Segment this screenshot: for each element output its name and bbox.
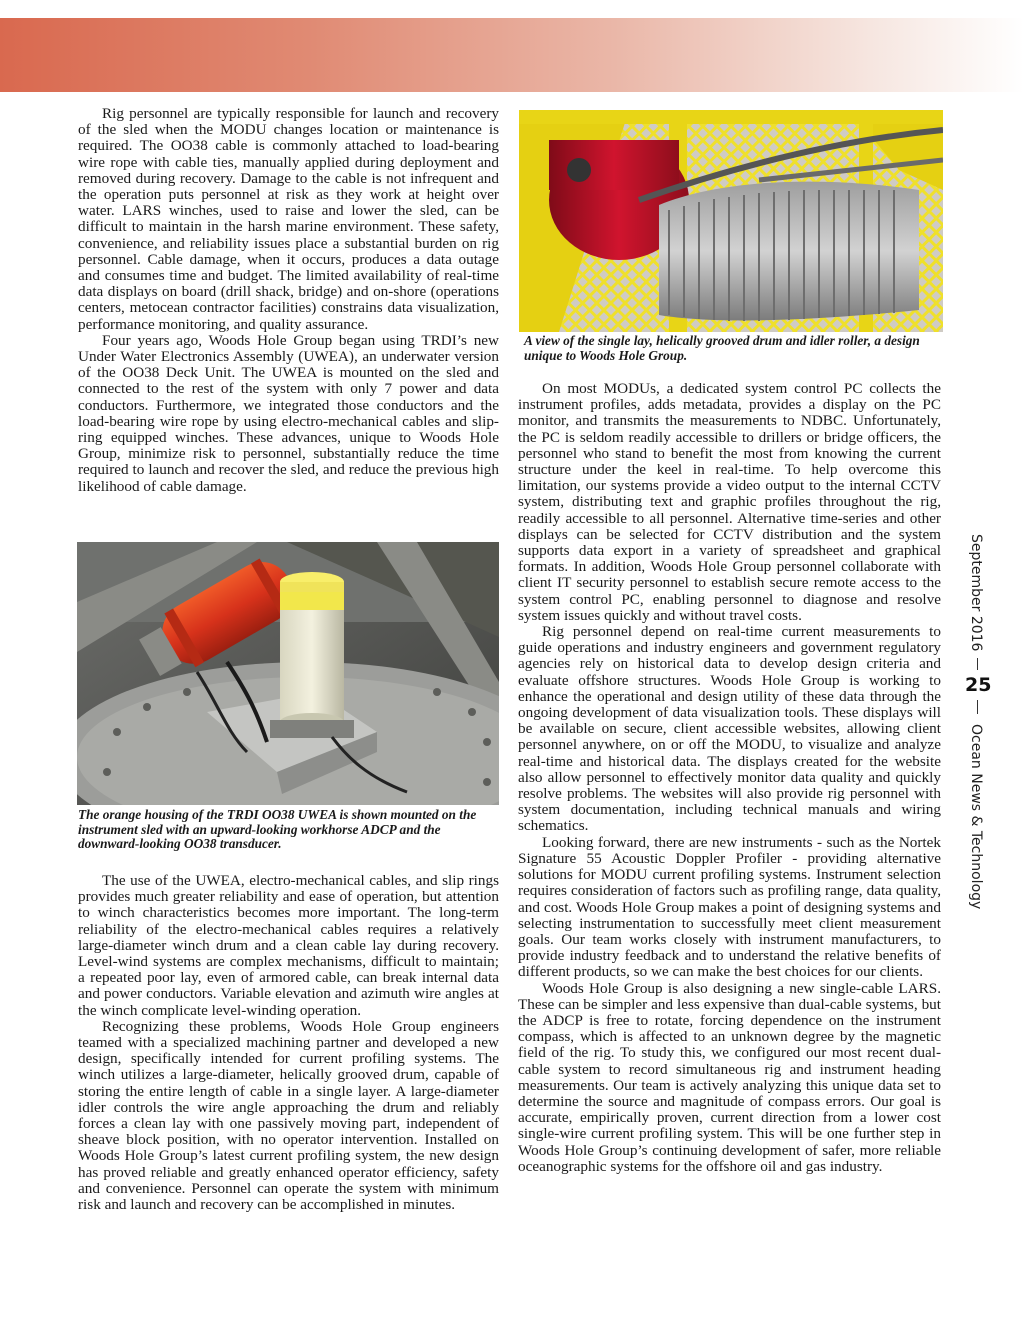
page-number: 25 bbox=[965, 674, 992, 696]
paragraph: Rig personnel are typically responsible for launch and recovery of the sled when the MODU changes location or maintenance is required. The OO38 cable is commonly attached to load-bearing wire rope with cable ties, manually applied during deployment and removed during recovery. Damage to the cable is not infrequent and the operation puts personnel at risk as they work at height over water. LARS winches, used to raise and lower the sled, can be difficult to maintain in the harsh marine environment. These safety, convenience, and reliability issues place a substantial burden on rig personnel. Cable damage, when it occurs, produces a data outage and consumes time and budget. The limited availability of real-time data displays on board (drill shack, bridge) and on-shore (operations centers, metocean contractor facilities) constrains data visualization, performance monitoring, and quality assurance. bbox=[78, 105, 499, 333]
page-folio bbox=[940, 520, 998, 920]
paragraph: Four years ago, Woods Hole Group began using TRDI’s new Under Water Electronics Assembly (UWEA), an underwater version of the OO38 Deck Unit. The UWEA is mounted on the sled and connected to the rest of the system with only 7 power and data conductors. Furthermore, we integrated those conductors and the load-bearing wire rope by using electro-mechanical cables and slip-ring equipped winches. These advances, unique to Woods Hole Group, minimize risk to personnel, substantially reduce the time required to launch and recover the sled, and reduce the previous high likelihood of cable damage. bbox=[78, 331, 499, 495]
paragraph: On most MODUs, a dedicated system control PC collects the instrument profiles, adds metadata, provides a display on the PC monitor, and transmits the measurements to NDBC. Unfortunately, the PC is seldom readily accessible to drillers or bridge officers, the personnel who stand to benefit the most from knowing the current structure under the keel in real-time. To help overcome this limitation, our systems provide a video output to the internal CCTV system, distributing text and graphic profiles throughout the rig, readily accessible to all personnel. Alternative time-series and other displays can be selected for CCTV distribution and the system supports data export in a variety of spreadsheet and graphical formats. In addition, Woods Hole Group personnel collaborate with client IT security personnel to establish secure remote access to the system control PC, enabling personnel to diagnose and resolve system issues quickly and without travel costs. bbox=[518, 380, 941, 624]
paragraph: Rig personnel depend on real-time current measurements to guide operations and industry engineers and government regulatory agencies rely on historical data to develop design criteria and evaluate offshore structures. Woods Hole Group is working to enhance the operational and design utility of these data through the ongoing development of data visualization tools. These displays will be available on secure, client accessible websites, allowing client personnel anywhere, on or off the MODU, to visualize and analyze real-time and historical data. The displays created for the website also allow personnel to effectively monitor data quality and quickly resolve problems. The websites will also provide rig personnel with system documentation, including technical manuals and wiring schematics. bbox=[518, 623, 941, 835]
paragraph: Looking forward, there are new instruments - such as the Nortek Signature 55 Acoustic Doppler Profiler - providing alternative solutions for MODU current profiling systems. Instrument selection requires consideration of factors such as profiling range, data quality, and cost. Woods Hole Group makes a point of designing systems and selecting instrumentation to successfully meet client measurement goals. Our team works closely with instrument manufacturers, to provide industry feedback and to understand the relative benefits of different products, so we can make the best choices for our clients. bbox=[518, 833, 941, 981]
right-column bbox=[518, 381, 941, 1175]
left-column-top bbox=[78, 106, 499, 495]
winch-photo-caption: A view of the single lay, helically grooved drum and idler roller, a design unique to Woods Hole Group. bbox=[524, 333, 920, 363]
sled-photo-illustration bbox=[77, 542, 499, 805]
header-banner bbox=[0, 18, 1024, 92]
magazine-title: Ocean News & Technology bbox=[968, 724, 984, 910]
sled-photo bbox=[77, 542, 499, 805]
paragraph: The use of the UWEA, electro-mechanical cables, and slip rings provides much greater reliability and ease of operation, but attention to winch characteristics becomes more important. The long-term reliability of the electro-mechanical cables requires a relatively large-diameter winch drum and a clean cable lay during recovery. Level-wind systems are complex mechanisms, difficult to maintain; a repeated poor lay, even of armored cable, can break internal data and power conductors. Variable elevation and azimuth wire angles at the winch complicate level-winding operation. bbox=[78, 872, 499, 1019]
left-column-bottom bbox=[78, 873, 499, 1213]
folio-rule-top bbox=[977, 658, 978, 670]
paragraph: Woods Hole Group is also designing a new single-cable LARS. These can be simpler and less expensive than dual-cable systems, but the ADCP is free to rotate, forcing dependence on the instrument compass, which is affected to an unknown degree by the magnetic field of the rig. To study this, we configured our most recent dual-cable system to record simultaneous rig and instrument heading measurements. Our team is actively analyzing this unique data set to determine the source and magnitude of compass errors. Our goal is accurate, empirically proven, current direction from a lower cost single-wire current profiling system. This will be one further step in Woods Hole Group’s continuing development of safer, more reliable oceanographic systems for the offshore oil and gas industry. bbox=[518, 979, 941, 1175]
sled-photo-caption: The orange housing of the TRDI OO38 UWEA is shown mounted on the instrument sled with an upward-looking workhorse ADCP and the downward-looking OO38 transducer. bbox=[78, 807, 477, 851]
winch-photo bbox=[519, 110, 943, 332]
winch-photo-illustration bbox=[519, 110, 943, 332]
folio-rule-bottom bbox=[977, 700, 978, 714]
paragraph: Recognizing these problems, Woods Hole Group engineers teamed with a specialized machining partner and developed a new design, specifically intended for current profiling systems. The winch utilizes a large-diameter, helically grooved drum, capable of storing the entire length of cable in a single layer. A large-diameter idler controls the wire angle approaching the drum and reliably forces a clean lay with one passively moving part, independent of sheave block position, with no operator intervention. Installed on Woods Hole Group’s latest current profiling system, the new design has proved reliable and greatly enhanced operator efficiency, safety and convenience. Personnel can operate the system with minimum risk and launch and recovery can be accomplished in minutes. bbox=[78, 1017, 499, 1214]
issue-month: September 2016 bbox=[968, 534, 984, 652]
